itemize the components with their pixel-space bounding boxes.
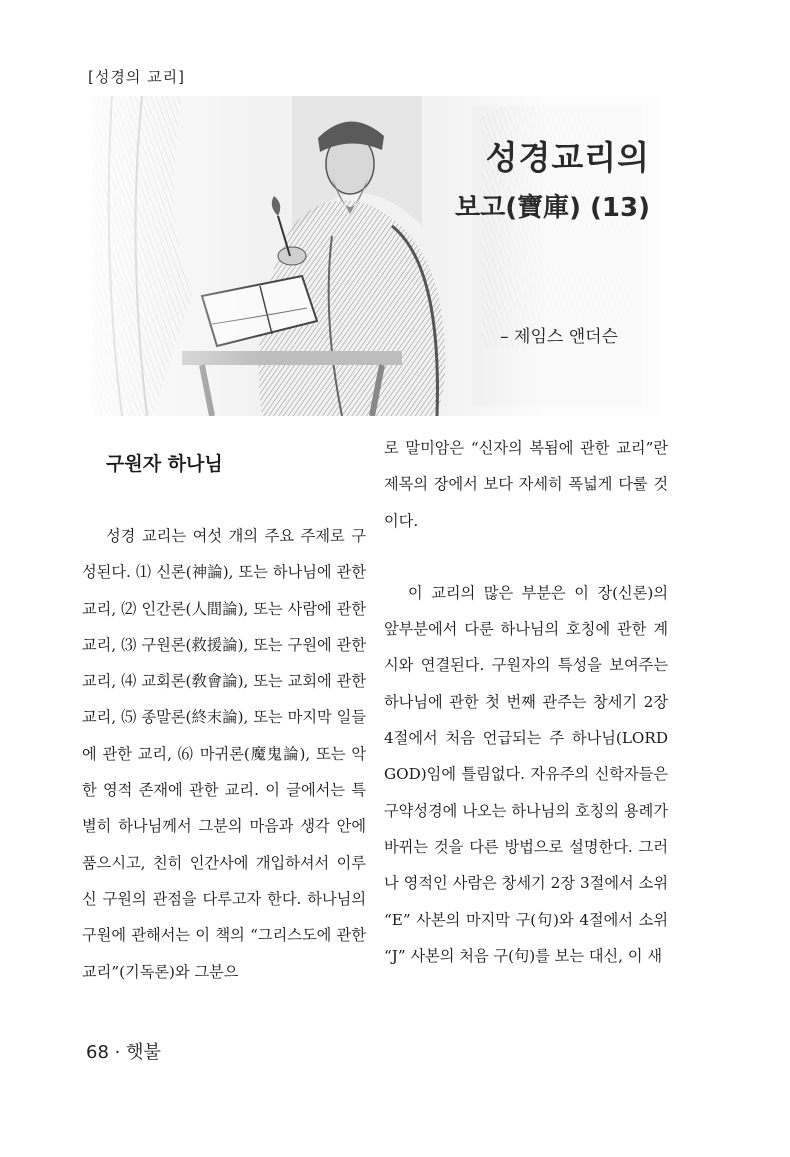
section-heading: 구원자 하나님: [106, 453, 223, 475]
left-column: [82, 446, 366, 990]
right-column: [384, 430, 668, 974]
body-paragraph: 이 교리의 많은 부분은 이 장(신론)의 앞부분에서 다룬 하나님의 호칭에 관한 계시와 연결된다. 구원자의 특성을 보여주는 하나님에 관한 첫 번째 관주는 창세기 2장 4절에서 처음 언급되는 주 하나님(LORD GOD)임에 틀림없다. 자유주의 신학자들은 구약성경에 나오는 하나님의 호칭의 용례가 바뀌는 것을 다른 방법으로 설명한다. 그러나 영적인 사람은 창세기 2장 3절에서 소위 “E” 사본의 마지막 구(句)와 4절에서 소위 “J” 사본의 처음 구(句)를 보는 대신, 이 새: [384, 583, 668, 965]
body-paragraph: 성경 교리는 여섯 개의 주요 주제로 구성된다. ⑴ 신론(神論), 또는 하나님에 관한 교리, ⑵ 인간론(人間論), 또는 사람에 관한 교리, ⑶ 구원론(救援論), 또는 구원에 관한 교리, ⑷ 교회론(敎會論), 또는 교회에 관한 교리, ⑸ 종말론(終末論), 또는 마지막 일들에 관한 교리, ⑹ 마귀론(魔鬼論), 또는 악한 영적 존재에 관한 교리. 이 글에서는 특별히 하나님께서 그분의 마음과 생각 안에 품으시고, 친히 인간사에 개입하셔서 이루신 구원의 관점을 다루고자 한다. 하나님의 구원에 관해서는 이 책의 “그리스도에 관한 교리”(기독론)와 그분으: [82, 527, 366, 981]
article-title: 성경교리의: [485, 138, 650, 177]
page-folio: 68 · 햇불: [86, 1042, 161, 1063]
article-subtitle: 보고(寶庫) (13): [455, 193, 650, 223]
section-tag: [성경의 교리]: [88, 68, 185, 86]
article-author: – 제임스 앤더슨: [500, 327, 618, 347]
body-paragraph-continued: 로 말미암은 “신자의 복됨에 관한 교리”란 제목의 장에서 보다 자세히 폭넓게 다룰 것이다.: [384, 439, 668, 530]
